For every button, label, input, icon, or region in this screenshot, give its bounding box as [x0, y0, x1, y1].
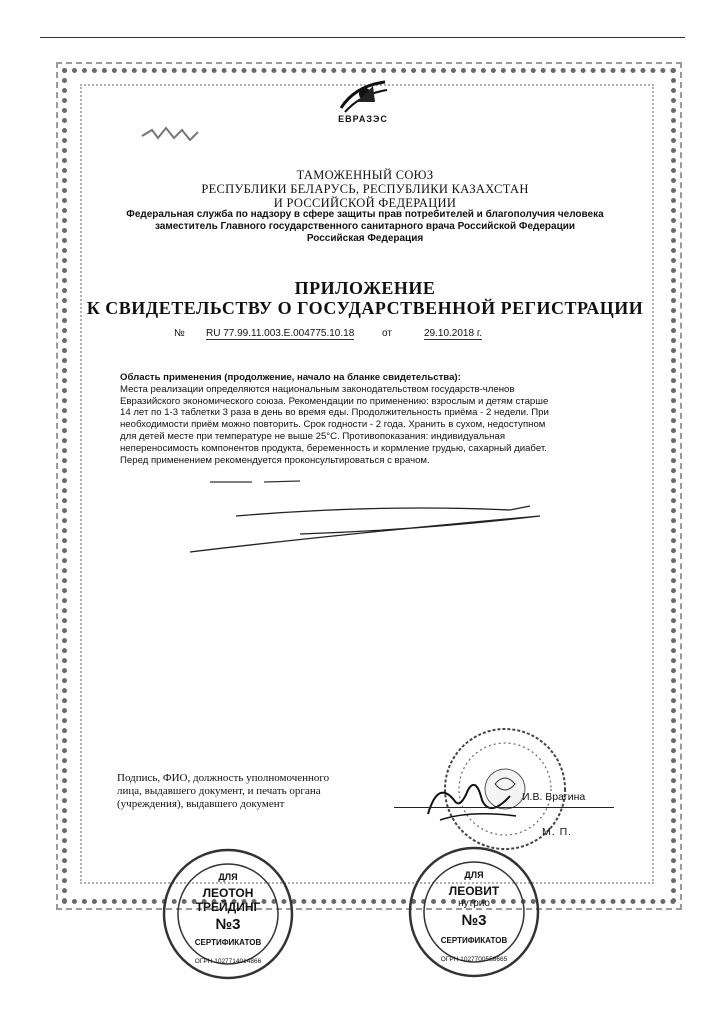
stamp-center-label: ДЛЯ [218, 872, 238, 882]
caption-line: Подпись, ФИО, должность уполномоченного [117, 772, 330, 784]
agency-line-1: Федеральная служба по надзору в сфере защиты прав потребителей и благополучия человека [126, 209, 604, 220]
appendix-subtitle: К СВИДЕТЕЛЬСТВУ О ГОСУДАРСТВЕННОЙ РЕГИСТРАЦИИ [86, 298, 644, 318]
scope-heading: Область применения (продолжение, начало на бланке свидетельства): [120, 372, 461, 383]
scope-line: для детей месте при температуре не выше 25°C. Противопоказания: индивидуальная [120, 430, 506, 442]
stamp-company-name: ЛЕОТОН [202, 886, 254, 900]
registration-date: 29.10.2018 г. [424, 328, 483, 339]
scope-line: 14 лет по 1-3 таблетки 3 раза в день во время еды. Продолжительность приёма - 2 недели. При [120, 407, 549, 419]
union-line-3: И РОССИЙСКОЙ ФЕДЕРАЦИИ [273, 196, 457, 210]
signature-line [394, 807, 614, 808]
scope-line: необходимости приём можно повторить. Срок годности - 2 года. Хранить в сухом, недоступном [120, 419, 546, 431]
stamp-company-name: ТРЕЙДИНГ [195, 900, 261, 914]
stamp-number: №3 [215, 916, 241, 933]
registration-number: RU 77.99.11.003.E.004775.10.18 [206, 328, 355, 339]
seal-place-label: М. П. [542, 826, 573, 838]
logo-label: ЕВРАЗЭС [338, 114, 388, 124]
number-label: № [174, 328, 185, 339]
scope-line: Перед применением рекомендуется проконсультироваться с врачом. [120, 454, 430, 466]
eurasec-emblem-icon [335, 76, 391, 116]
agency-line-2: заместитель Главного государственного санитарного врача Российской Федерации [154, 221, 576, 232]
scope-section [120, 372, 588, 466]
scope-line: непереносимость компонентов продукта, беременность и кормление грудью, сахарный диабет. [120, 442, 547, 454]
company-stamp-1 [160, 846, 296, 982]
caption-line: (учреждения), выдавшего документ [117, 798, 285, 810]
company-stamp-2 [406, 844, 542, 980]
stamp-bottom-label: СЕРТИФИКАТОВ [194, 938, 262, 947]
stamp-company-name: нутрио [458, 898, 490, 909]
caption-line: лица, выдавшего документ, и печать органа [117, 785, 321, 797]
stamp-number: №3 [461, 912, 487, 929]
union-line-2: РЕСПУБЛИКИ БЕЛАРУСЬ, РЕСПУБЛИКИ КАЗАХСТАН [201, 182, 529, 196]
agency-line-3: Российская Федерация [306, 233, 424, 244]
official-name: И.В. Брагина [522, 791, 586, 803]
date-label: от [382, 328, 392, 339]
scope-line: Евразийского экономического союза. Рекомендации по применению: взрослым и детям старше [120, 395, 549, 407]
stamp-company-name: ЛЕОВИТ [448, 884, 500, 898]
stamp-ogrn: ОГРН 1027714014866 [194, 958, 262, 965]
eurasec-logo [326, 76, 400, 132]
stamp-bottom-label: СЕРТИФИКАТОВ [440, 936, 508, 945]
union-line-1: ТАМОЖЕННЫЙ СОЮЗ [296, 168, 434, 182]
blank-cancel-stroke [180, 474, 600, 564]
official-signature [420, 770, 520, 830]
stamp-center-label: ДЛЯ [464, 870, 484, 880]
appendix-title: ПРИЛОЖЕНИЕ [294, 278, 436, 298]
signature-caption [117, 772, 387, 811]
scope-line: Места реализации определяются национальным законодательством государств-членов [120, 383, 515, 395]
top-rule [40, 37, 685, 38]
margin-scribble [140, 122, 200, 146]
stamp-ogrn: ОГРН 1027700558665 [440, 956, 508, 963]
